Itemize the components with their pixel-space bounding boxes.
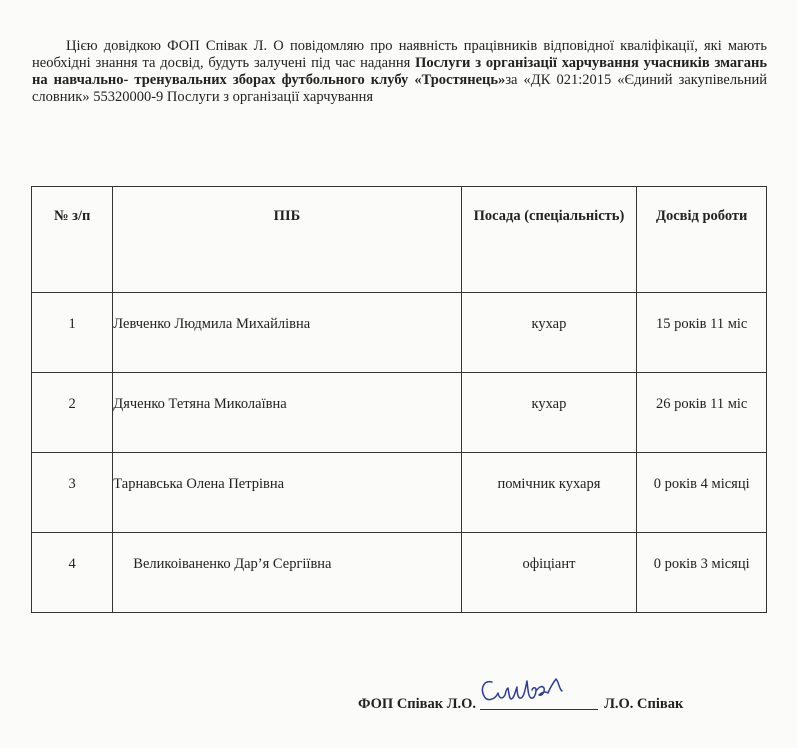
table-row xyxy=(32,293,767,373)
row-num: 1 xyxy=(32,293,113,373)
header-experience: Досвід роботи xyxy=(637,187,767,293)
row-position: кухар xyxy=(461,373,637,453)
row-num: 2 xyxy=(32,373,113,453)
intro-text-end: за «ДК 021:2015 «Єдиний закупівельний словник» 55320000-9 Послуги з організації харчування xyxy=(32,72,767,105)
row-position: офіціант xyxy=(461,533,637,613)
row-name: Великоіваненко Дар’я Сергіївна xyxy=(113,533,461,613)
intro-paragraph xyxy=(32,38,767,106)
row-experience: 0 років 4 місяці xyxy=(637,453,767,533)
row-name: Левченко Людмила Михайлівна xyxy=(113,293,461,373)
row-experience: 0 років 3 місяці xyxy=(637,533,767,613)
intro-text-start: Цією довідкою ФОП Співак Л. О повідомляю про наявність працівників відповідної кваліфікації, які мають необхідні знання та досвід, будуть залучені під час надання xyxy=(32,38,767,71)
row-num: 3 xyxy=(32,453,113,533)
row-name: Дяченко Тетяна Миколаївна xyxy=(113,373,461,453)
signature-block xyxy=(358,695,683,713)
staff-table xyxy=(31,186,767,613)
row-position: помічник кухаря xyxy=(461,453,637,533)
row-name: Тарнавська Олена Петрівна xyxy=(113,453,461,533)
intro-service-name: Послуги з організації харчування учасників змагань на навчально- тренувальних зборах футбольного клубу «Тростянець» xyxy=(32,55,767,88)
row-num: 4 xyxy=(32,533,113,613)
row-position: кухар xyxy=(461,293,637,373)
signatory-left-label: ФОП Співак Л.О. xyxy=(358,696,477,712)
signature-line xyxy=(480,695,598,710)
signatory-right-label: Л.О. Співак xyxy=(604,696,684,712)
row-experience: 15 років 11 міс xyxy=(637,293,767,373)
header-num: № з/п xyxy=(32,187,113,293)
table-row xyxy=(32,373,767,453)
table-row xyxy=(32,533,767,613)
table-header-row xyxy=(32,187,767,293)
row-experience: 26 років 11 міс xyxy=(637,373,767,453)
header-name: ПІБ xyxy=(113,187,461,293)
handwritten-signature xyxy=(478,673,568,707)
table-row xyxy=(32,453,767,533)
header-position: Посада (спеціальність) xyxy=(461,187,637,293)
